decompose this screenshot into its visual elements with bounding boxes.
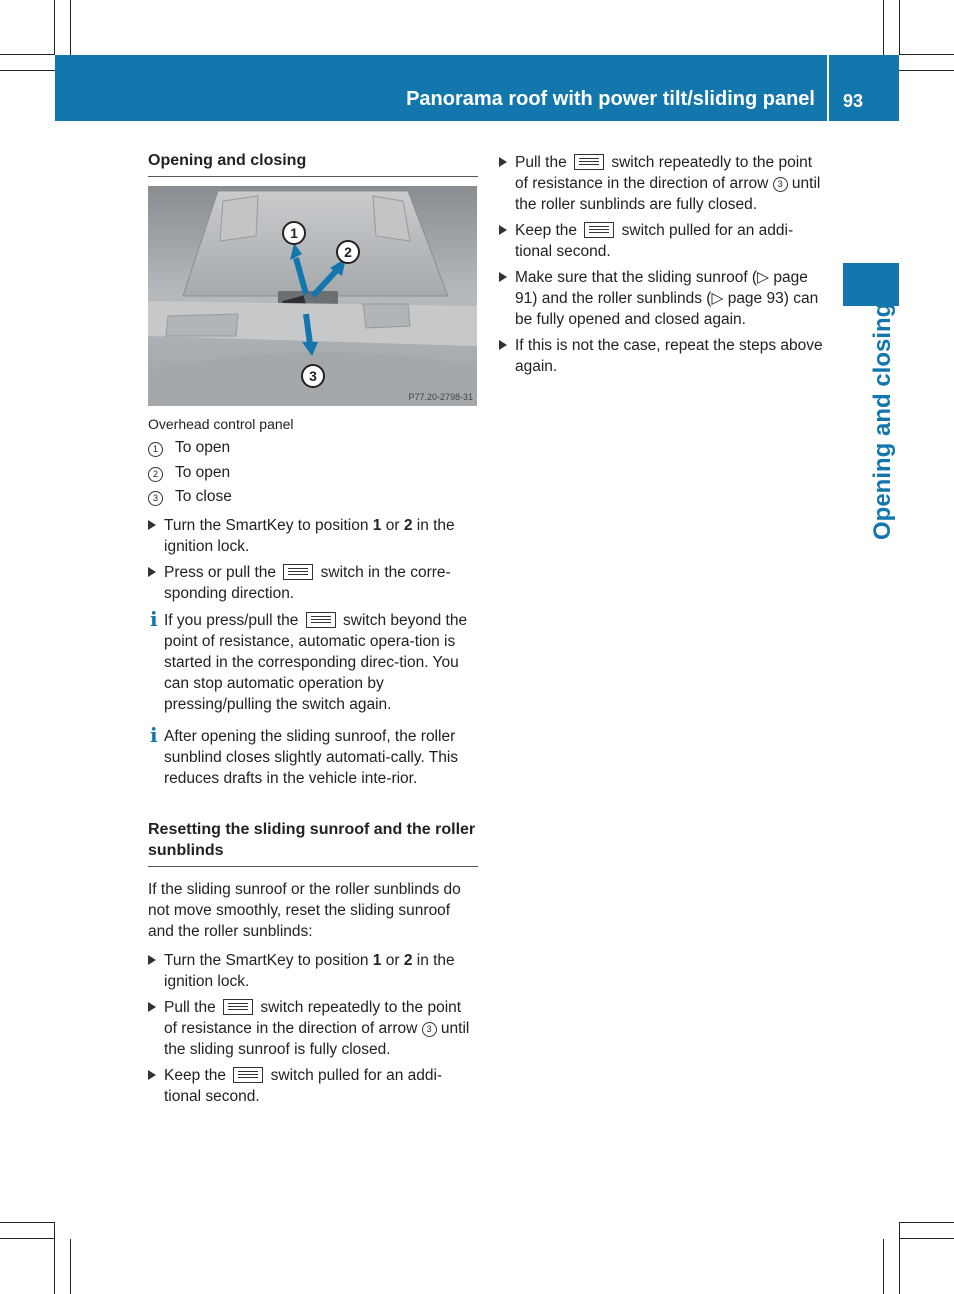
crop-mark	[899, 54, 954, 55]
crop-mark	[0, 1238, 55, 1239]
crop-mark	[899, 0, 900, 55]
paragraph: If the sliding sunroof or the roller sunblinds do not move smoothly, reset the sliding sunroof and the roller sunblinds:	[148, 880, 461, 940]
step-bullet-icon	[148, 520, 156, 530]
step-bullet-icon	[148, 1070, 156, 1080]
crop-mark	[70, 0, 71, 55]
figure-stamp: P77.20-2798-31	[408, 392, 473, 402]
info-icon: i	[150, 722, 158, 747]
step-bullet-icon	[148, 1002, 156, 1012]
page-reference-link[interactable]: ▷ page 93	[711, 290, 784, 307]
figure-legend	[148, 436, 478, 510]
section-heading: Resetting the sliding sunroof and the roller sunblinds	[148, 819, 478, 867]
side-tab-label: Opening and closing	[869, 302, 896, 540]
crop-mark	[0, 1222, 55, 1223]
crop-mark	[883, 0, 884, 55]
page-number: 93	[842, 91, 864, 111]
instruction-step: Turn the SmartKey to position 1 or 2 in the ignition lock.	[148, 950, 478, 992]
step-bullet-icon	[499, 225, 507, 235]
header-divider	[827, 55, 829, 121]
step-bullet-icon	[148, 955, 156, 965]
crop-mark	[899, 1238, 954, 1239]
roof-switch-icon	[283, 564, 313, 580]
page-reference-link[interactable]: ▷ page 91	[515, 269, 808, 307]
arrow-number: 3	[422, 1022, 437, 1037]
figure-callout: 1	[290, 225, 298, 241]
legend-number: 3	[148, 491, 163, 506]
info-icon: i	[150, 606, 158, 631]
instruction-step: Keep the switch pulled for an addi-tional second.	[148, 1065, 478, 1107]
crop-mark	[899, 1222, 900, 1294]
side-tab-marker	[843, 263, 899, 306]
figure-callout: 3	[309, 368, 317, 384]
roof-switch-icon	[223, 999, 253, 1015]
legend-text: To open	[175, 439, 231, 456]
crop-mark	[0, 70, 55, 71]
roof-switch-icon	[574, 154, 604, 170]
legend-number: 1	[148, 442, 163, 457]
legend-number: 2	[148, 467, 163, 482]
legend-item	[148, 436, 478, 461]
legend-item	[148, 485, 478, 510]
header-title: Panorama roof with power tilt/sliding panel	[406, 88, 815, 110]
roof-switch-icon	[584, 222, 614, 238]
info-note: i If you press/pull the switch beyond the point of resistance, automatic opera-tion is started in the corresponding direc-tion. You can stop automatic operation by pressing/pulling the switch again.	[150, 606, 468, 713]
crop-mark	[54, 0, 55, 55]
overhead-panel-illustration	[148, 186, 477, 406]
crop-mark	[899, 70, 954, 71]
instruction-step: Make sure that the sliding sunroof (▷ page 91) and the roller sunblinds (▷ page 93) can be fully opened and closed again.	[499, 267, 829, 330]
legend-text: To open	[175, 463, 231, 481]
crop-mark	[70, 1239, 71, 1294]
page-header	[55, 55, 899, 121]
info-note: i After opening the sliding sunroof, the roller sunblind closes slightly automati-cally. This reduces drafts in the vehicle inte-rior.	[150, 722, 459, 787]
legend-text: To close	[175, 488, 232, 505]
instruction-step: Keep the switch pulled for an addi-tional second.	[499, 220, 829, 262]
legend-item	[148, 461, 478, 486]
instruction-step: If this is not the case, repeat the steps above again.	[499, 335, 829, 377]
step-bullet-icon	[499, 340, 507, 350]
right-column	[499, 152, 829, 377]
crop-mark	[899, 1222, 954, 1223]
step-bullet-icon	[499, 157, 507, 167]
section-heading: Opening and closing	[148, 150, 478, 177]
instruction-step: Press or pull the switch in the corre-sponding direction.	[148, 562, 478, 604]
overhead-control-panel-figure	[148, 186, 477, 406]
instruction-step: Pull the switch repeatedly to the point of resistance in the direction of arrow 3 until the roller sunblinds are fully closed.	[499, 152, 829, 215]
arrow-number: 3	[773, 177, 788, 192]
step-bullet-icon	[148, 567, 156, 577]
instruction-step: Turn the SmartKey to position 1 or 2 in the ignition lock.	[148, 515, 478, 557]
roof-switch-icon	[306, 612, 336, 628]
crop-mark	[54, 1222, 55, 1294]
crop-mark	[883, 1239, 884, 1294]
left-column	[148, 150, 478, 1107]
crop-mark	[0, 54, 55, 55]
figure-caption: Overhead control panel	[148, 416, 294, 432]
roof-switch-icon	[233, 1067, 263, 1083]
instruction-step: Pull the switch repeatedly to the point of resistance in the direction of arrow 3 until the sliding sunroof is fully closed.	[148, 997, 478, 1060]
step-bullet-icon	[499, 272, 507, 282]
figure-callout: 2	[344, 244, 352, 260]
